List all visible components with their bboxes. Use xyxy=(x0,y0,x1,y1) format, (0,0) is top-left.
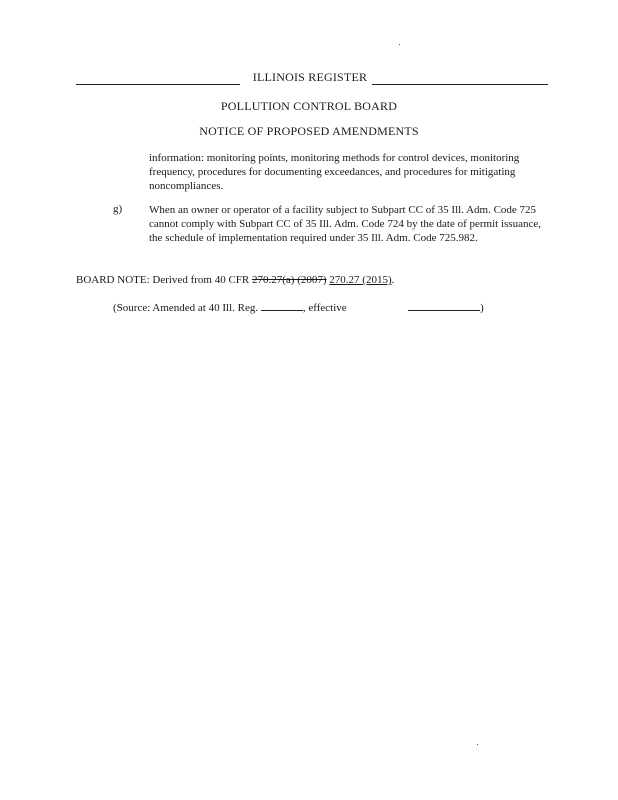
item-g-paragraph: When an owner or operator of a facility subject to Subpart CC of 35 Ill. Adm. Code 725 cannot comply with Subpart CC of 35 Ill. Adm. Code 724 by the date of permit issuance, the schedule of implementation required under 35 Ill. Adm. Code 725.982. xyxy=(149,204,541,244)
continuation-paragraph: information: monitoring points, monitoring methods for control devices, monitoring frequency, procedures for documenting exceedances, and procedures for mitigating noncompliances. xyxy=(149,152,520,192)
board-note-prefix: BOARD NOTE: Derived from 40 CFR xyxy=(76,274,252,286)
board-note-deleted-citation: 270.27(a) (2007) xyxy=(252,274,327,286)
register-number-blank xyxy=(261,299,303,311)
register-title: ILLINOIS REGISTER xyxy=(252,70,368,84)
agency-title: POLLUTION CONTROL BOARD xyxy=(220,99,398,113)
source-prefix: (Source: Amended at 40 Ill. Reg. xyxy=(113,302,259,314)
item-g-label: g) xyxy=(113,203,123,215)
header-rule-right xyxy=(372,84,548,85)
effective-date-blank xyxy=(408,299,480,311)
source-line xyxy=(113,299,553,315)
board-note-suffix: . xyxy=(391,274,395,286)
board-note-added-citation: 270.27 (2015) xyxy=(329,274,392,286)
board-note xyxy=(76,273,556,287)
scan-speck xyxy=(399,44,400,45)
scan-speck xyxy=(477,744,478,745)
notice-title: NOTICE OF PROPOSED AMENDMENTS xyxy=(199,124,419,138)
header-rule-left xyxy=(76,84,240,85)
source-mid: , effective xyxy=(302,302,347,314)
source-suffix: ) xyxy=(480,302,484,314)
